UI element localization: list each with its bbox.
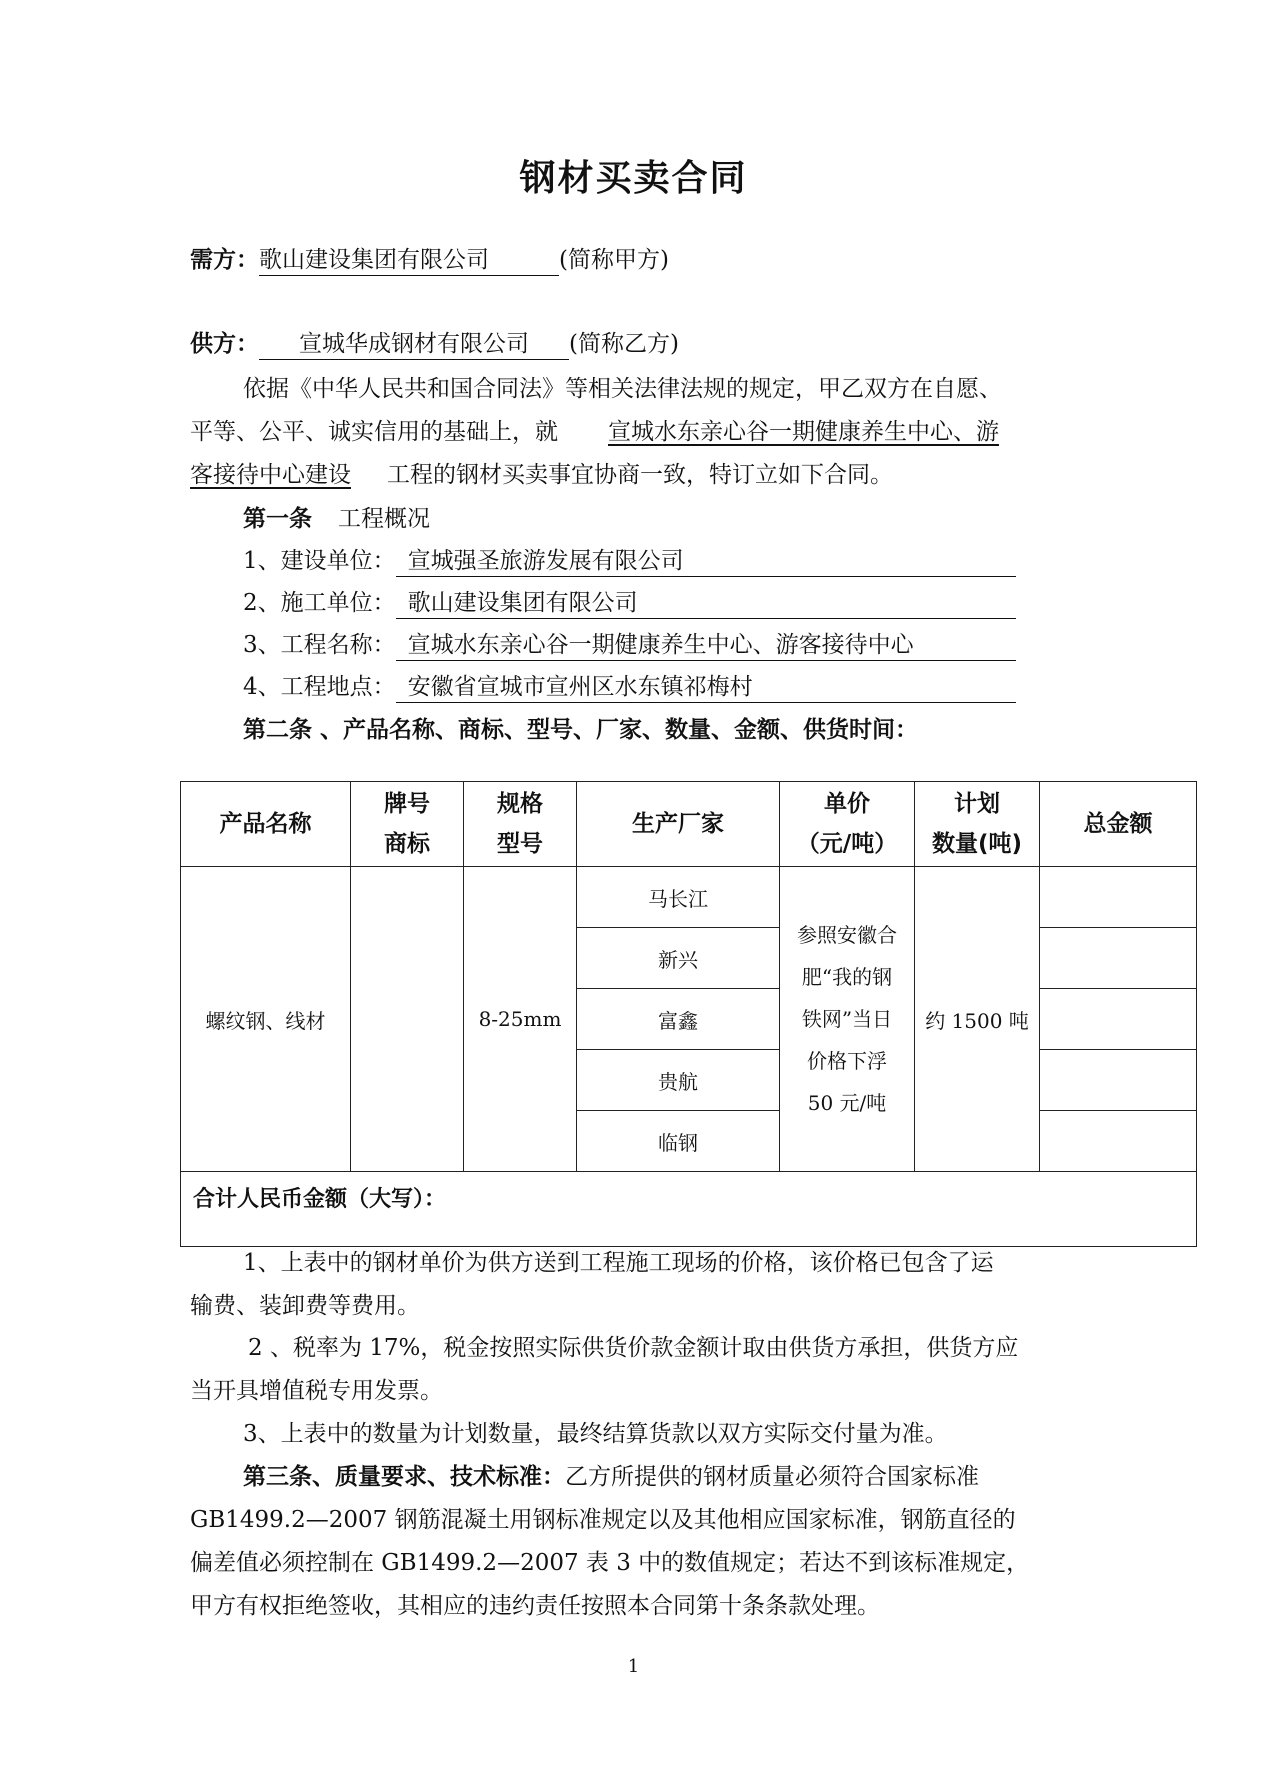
buyer-name: 歌山建设集团有限公司 <box>259 245 559 276</box>
buyer-suffix: (简称甲方) <box>559 247 669 273</box>
header-maker: 生产厂家 <box>577 782 780 867</box>
cell-total <box>1040 867 1197 928</box>
note-2-line-1: 2 、税率为 17%，税金按照实际供货价款金额计取由供货方承担，供货方应 <box>248 1335 1019 1361</box>
price-note <box>780 914 914 1124</box>
article3-line-2: GB1499.2—2007 钢筋混凝土用钢标准规定以及其他相应国家标准，钢筋直径的 <box>190 1507 1016 1533</box>
project-info-item <box>243 670 1016 704</box>
table-header-row <box>181 782 1197 867</box>
page-number: 1 <box>627 1656 640 1677</box>
cell-maker: 马长江 <box>577 867 780 928</box>
document-title: 钢材买卖合同 <box>519 158 748 199</box>
price-note-line: 参照安徽合 <box>797 923 897 947</box>
header-brand-line1: 牌号 <box>384 791 430 817</box>
article1-heading: 第一条 <box>243 506 312 532</box>
header-product: 产品名称 <box>181 782 351 867</box>
note-1-line-1: 1、上表中的钢材单价为供方送到工程施工现场的价格，该价格已包含了运 <box>243 1250 994 1276</box>
intro-line-3-suffix: 工程的钢材买卖事宜协商一致，特订立如下合同。 <box>387 462 893 488</box>
project-info-value: 宣城水东亲心谷一期健康养生中心、游客接待中心 <box>396 630 1016 661</box>
project-name-part1: 宣城水东亲心谷一期健康养生中心、游 <box>608 419 999 445</box>
project-name-part2: 客接待中心建设 <box>190 462 351 488</box>
intro-line-2-prefix: 平等、公平、诚实信用的基础上，就 <box>190 419 558 445</box>
header-spec-line2: 型号 <box>497 831 543 857</box>
header-price-line1: 单价 <box>824 791 870 817</box>
cell-maker: 贵航 <box>577 1050 780 1111</box>
project-info-label: 1、建设单位： <box>243 548 396 574</box>
cell-maker: 富鑫 <box>577 989 780 1050</box>
goods-table <box>180 781 1197 1247</box>
price-note-line: 肥“我的钢 <box>801 965 893 989</box>
header-total: 总金额 <box>1040 782 1197 867</box>
price-note-line: 价格下浮 <box>807 1049 887 1073</box>
intro-line-1: 依据《中华人民共和国合同法》等相关法律法规的规定，甲乙双方在自愿、 <box>243 376 1002 402</box>
header-price-line2: （元/吨） <box>796 831 898 857</box>
buyer-label: 需方： <box>190 247 259 273</box>
seller-line <box>190 327 679 361</box>
article3-line-3: 偏差值必须控制在 GB1499.2—2007 表 3 中的数值规定；若达不到该标准规定， <box>190 1550 1030 1576</box>
buyer-line <box>190 243 669 277</box>
project-info-item <box>243 628 1016 662</box>
header-spec <box>464 782 577 867</box>
cell-maker: 临钢 <box>577 1111 780 1172</box>
note-3: 3、上表中的数量为计划数量，最终结算货款以双方实际交付量为准。 <box>243 1421 948 1447</box>
article1-heading-line <box>243 502 430 536</box>
project-info-label: 3、工程名称： <box>243 632 396 658</box>
seller-label: 供方： <box>190 331 259 357</box>
cell-product: 螺纹钢、线材 <box>181 867 351 1172</box>
header-brand-line2: 商标 <box>384 831 430 857</box>
note-2-line-2: 当开具增值税专用发票。 <box>190 1378 443 1404</box>
project-info-item <box>243 544 1016 578</box>
header-brand <box>351 782 464 867</box>
cell-qty: 约 1500 吨 <box>915 867 1040 1172</box>
seller-suffix: (简称乙方) <box>569 331 679 357</box>
table-total-row <box>181 1172 1197 1247</box>
cell-brand <box>351 867 464 1172</box>
header-spec-line1: 规格 <box>497 791 543 817</box>
article3-line-1-rest: 乙方所提供的钢材质量必须符合国家标准 <box>565 1464 979 1490</box>
note-1-line-2: 输费、装卸费等费用。 <box>190 1293 420 1319</box>
article2-heading: 第二条 、产品名称、商标、型号、厂家、数量、金额、供货时间： <box>243 717 919 743</box>
article3-line-1 <box>243 1460 979 1494</box>
project-info-value: 歌山建设集团有限公司 <box>396 588 1016 619</box>
cell-total <box>1040 989 1197 1050</box>
project-info-label: 4、工程地点： <box>243 674 396 700</box>
header-qty <box>915 782 1040 867</box>
project-info-value: 安徽省宣城市宣州区水东镇祁梅村 <box>396 672 1016 703</box>
project-info-item <box>243 586 1016 620</box>
price-note-line: 铁网”当日 <box>801 1007 893 1031</box>
header-price <box>780 782 915 867</box>
project-info-label: 2、施工单位： <box>243 590 396 616</box>
intro-line-3 <box>190 458 893 492</box>
intro-line-2 <box>190 415 999 449</box>
header-qty-line2: 数量(吨) <box>931 831 1023 857</box>
seller-name: 宣城华成钢材有限公司 <box>259 329 569 360</box>
cell-total <box>1040 928 1197 989</box>
article1-title: 工程概况 <box>338 506 430 532</box>
cell-total <box>1040 1050 1197 1111</box>
table-row <box>181 867 1197 928</box>
total-amount-label: 合计人民币金额（大写）： <box>181 1172 1197 1247</box>
cell-spec: 8-25mm <box>464 867 577 1172</box>
cell-maker: 新兴 <box>577 928 780 989</box>
article3-heading: 第三条、质量要求、技术标准： <box>243 1464 565 1490</box>
header-qty-line1: 计划 <box>954 791 1000 817</box>
project-info-value: 宣城强圣旅游发展有限公司 <box>396 546 1016 577</box>
cell-total <box>1040 1111 1197 1172</box>
cell-price <box>780 867 915 1172</box>
article3-line-4: 甲方有权拒绝签收，其相应的违约责任按照本合同第十条条款处理。 <box>190 1593 880 1619</box>
price-note-line: 50 元/吨 <box>807 1091 887 1115</box>
